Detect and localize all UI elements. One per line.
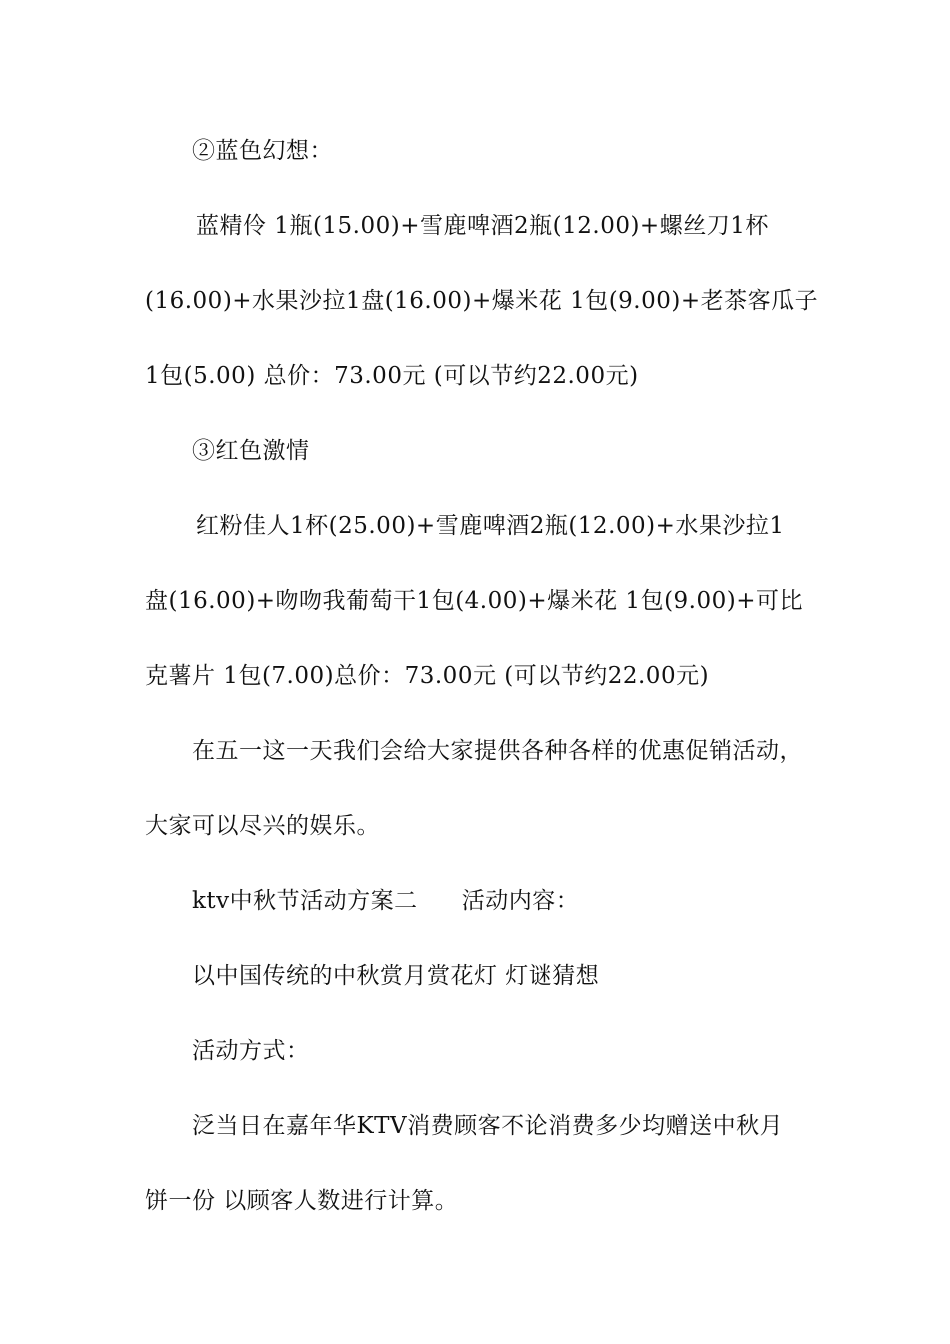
red-passion-heading: ③红色激情 — [192, 438, 310, 464]
activity-method-line-1: 泛当日在嘉年华KTV消费顾客不论消费多少均赠送中秋月 — [192, 1113, 784, 1139]
blue-fantasy-line-2: (16.00)+水果沙拉1盘(16.00)+爆米花 1包(9.00)+老茶客瓜子 — [145, 288, 819, 314]
blue-fantasy-line-1: 蓝精伶 1瓶(15.00)+雪鹿啤酒2瓶(12.00)+螺丝刀1杯 — [196, 213, 769, 239]
plan-two-row — [192, 886, 579, 916]
activity-content-label: 活动内容： — [461, 888, 580, 914]
red-passion-line-1: 红粉佳人1杯(25.00)+雪鹿啤酒2瓶(12.00)+水果沙拉1 — [196, 513, 785, 539]
blue-fantasy-heading: ②蓝色幻想： — [192, 138, 333, 164]
red-passion-line-3: 克薯片 1包(7.00)总价：73.00元 (可以节约22.00元) — [145, 663, 710, 689]
plan-two-title: ktv中秋节活动方案二 — [192, 888, 418, 914]
activity-method-label: 活动方式： — [192, 1038, 310, 1064]
activity-method-line-2: 饼一份 以顾客人数进行计算。 — [145, 1188, 459, 1214]
promo-paragraph-line-1: 在五一这一天我们会给大家提供各种各样的优惠促销活动， — [192, 738, 803, 764]
blue-fantasy-line-3: 1包(5.00) 总价：73.00元 (可以节约22.00元) — [145, 363, 639, 389]
activity-content-text: 以中国传统的中秋赏月赏花灯 灯谜猜想 — [192, 963, 600, 989]
red-passion-line-2: 盘(16.00)+吻吻我葡萄干1包(4.00)+爆米花 1包(9.00)+可比 — [145, 588, 803, 614]
promo-paragraph-line-2: 大家可以尽兴的娱乐。 — [145, 813, 380, 839]
